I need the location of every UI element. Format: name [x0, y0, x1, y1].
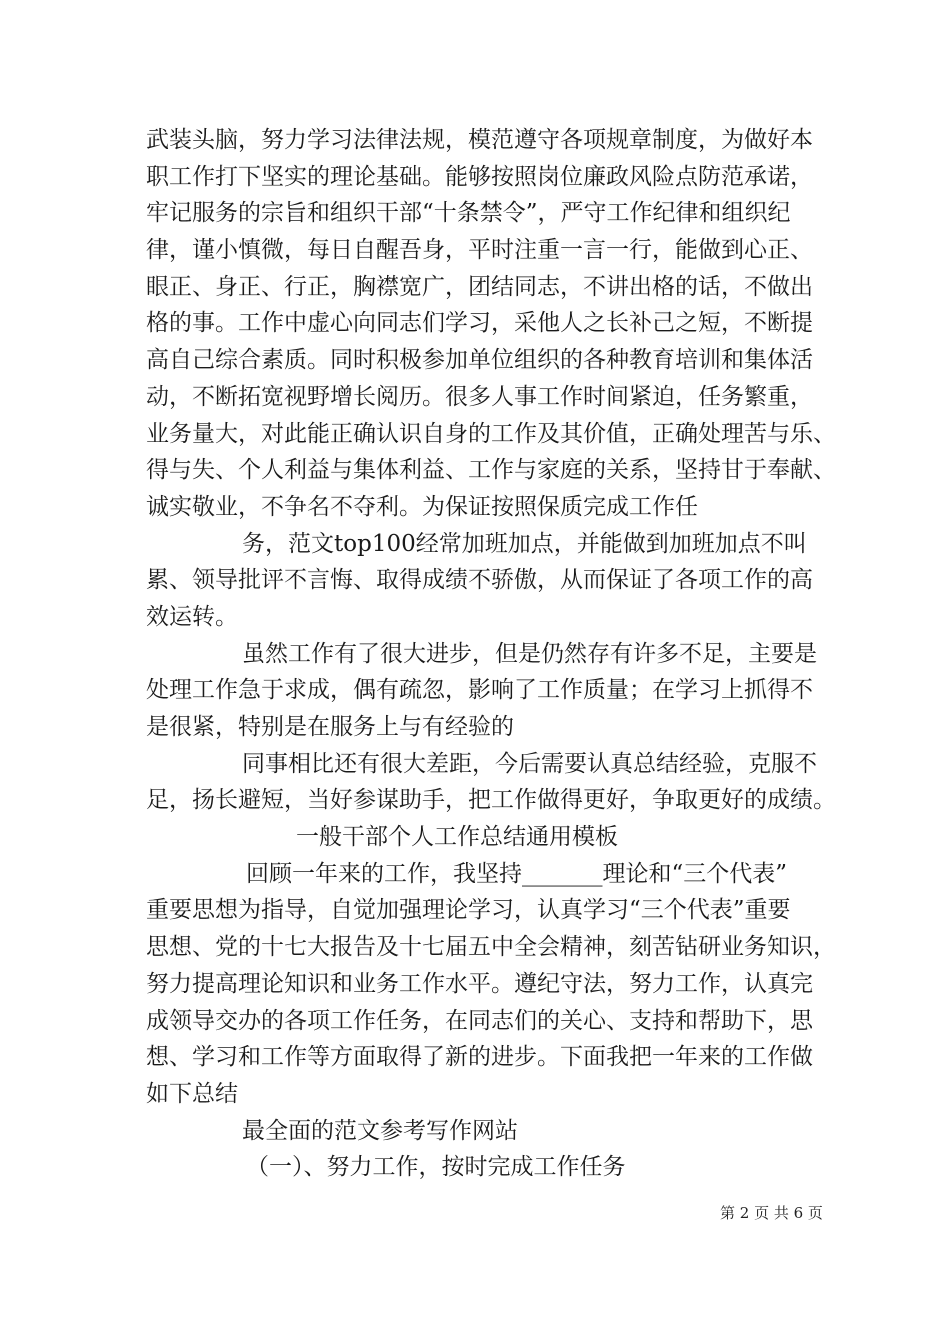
subsection-title: （一）、努力工作，按时完成工作任务 — [246, 1154, 626, 1181]
text-line: 如下总结 — [146, 1080, 238, 1107]
text-line: 牢记服务的宗旨和组织干部“十条禁令”，严守工作纪律和组织纪 — [146, 200, 791, 227]
text-line: 同事相比还有很大差距，今后需要认真总结经验，克服不 — [242, 750, 817, 777]
text-line: 动，不断拓宽视野增长阅历。很多人事工作时间紧迫，任务繁重， — [146, 383, 813, 410]
document-body — [146, 122, 836, 1186]
text-line: 虽然工作有了很大进步，但是仍然存有许多不足，主要是 — [242, 640, 817, 667]
text-line: 得与失、个人利益与集体利益、工作与家庭的关系，坚持甘于奉献、 — [146, 457, 836, 484]
page-number-footer: 第 2 页 共 6 页 — [720, 1204, 823, 1222]
text-line: 想、学习和工作等方面取得了新的进步。下面我把一年来的工作做 — [146, 1044, 813, 1071]
text-line: 累、领导批评不言悔、取得成绩不骄傲，从而保证了各项工作的高 — [146, 567, 813, 594]
text-line: 武装头脑，努力学习法律法规，模范遵守各项规章制度，为做好本 — [146, 127, 813, 153]
text-line: 效运转。 — [146, 603, 238, 630]
text-line: 重要思想为指导，自觉加强理论学习，认真学习“三个代表”重要 — [146, 897, 791, 924]
text-line: 务，范文top100经常加班加点，并能做到加班加点不叫 — [242, 530, 807, 557]
text-line: 回顾一年来的工作，我坚持_______理论和“三个代表” — [246, 860, 788, 887]
text-line: 是很紧，特别是在服务上与有经验的 — [146, 714, 514, 740]
text-line: 格的事。工作中虚心向同志们学习，采他人之长补己之短，不断提 — [146, 310, 813, 337]
section-title: 一般干部个人工作总结通用模板 — [296, 824, 618, 851]
text-line: 诚实敬业，不争名不夺利。为保证按照保质完成工作任 — [146, 493, 698, 520]
text-line: 律，谨小慎微，每日自醒吾身，平时注重一言一行，能做到心正、 — [146, 237, 813, 264]
text-line: 成领导交办的各项工作任务，在同志们的关心、支持和帮助下，思 — [146, 1007, 813, 1034]
text-line: 思想、党的十七大报告及十七届五中全会精神，刻苦钻研业务知识， — [146, 934, 836, 961]
text-line: 处理工作急于求成，偶有疏忽，影响了工作质量；在学习上抓得不 — [146, 677, 813, 704]
text-line: 高自己综合素质。同时积极参加单位组织的各种教育培训和集体活 — [146, 347, 813, 374]
text-line: 足，扬长避短，当好参谋助手，把工作做得更好，争取更好的成绩。 — [146, 787, 836, 814]
text-line: 职工作打下坚实的理论基础。能够按照岗位廉政风险点防范承诺， — [146, 163, 813, 190]
text-line: 业务量大，对此能正确认识自身的工作及其价值，正确处理苦与乐、 — [146, 420, 836, 447]
text-line: 努力提高理论知识和业务工作水平。遵纪守法，努力工作，认真完 — [146, 970, 813, 997]
text-line: 最全面的范文参考写作网站 — [242, 1117, 518, 1144]
text-line: 眼正、身正、行正，胸襟宽广，团结同志，不讲出格的话，不做出 — [146, 273, 813, 300]
